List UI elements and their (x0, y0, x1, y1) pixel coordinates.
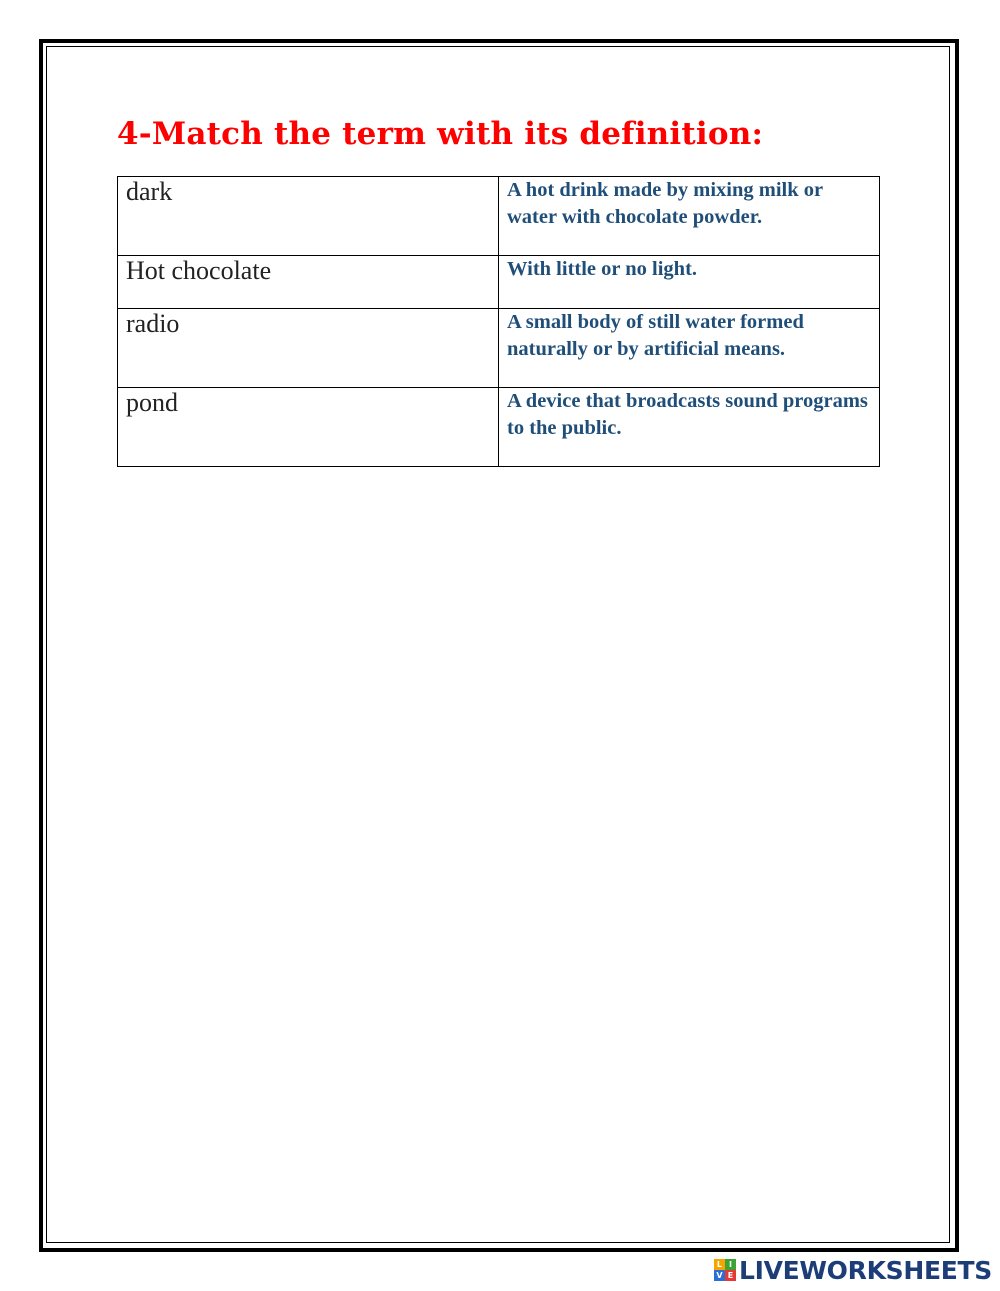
brand-name: LIVEWORKSHEETS (738, 1255, 992, 1285)
matching-table (117, 176, 880, 467)
logo-letter: L (714, 1259, 725, 1270)
logo-letter: I (725, 1259, 736, 1270)
definition-cell[interactable]: A device that broadcasts sound programs to the public. (499, 388, 880, 467)
liveworksheets-logo-icon (714, 1259, 736, 1281)
definition-cell[interactable]: A hot drink made by mixing milk or water with chocolate powder. (499, 177, 880, 256)
liveworksheets-brand (714, 1255, 992, 1285)
table-row (118, 388, 880, 467)
definition-cell[interactable]: With little or no light. (499, 256, 880, 309)
term-cell[interactable]: pond (118, 388, 499, 467)
table-row (118, 309, 880, 388)
term-cell[interactable]: radio (118, 309, 499, 388)
table-row (118, 256, 880, 309)
term-cell[interactable]: Hot chocolate (118, 256, 499, 309)
definition-cell[interactable]: A small body of still water formed naturally or by artificial means. (499, 309, 880, 388)
logo-letter: E (725, 1270, 736, 1281)
exercise-heading: 4-Match the term with its definition: (117, 116, 764, 152)
term-cell[interactable]: dark (118, 177, 499, 256)
table-row (118, 177, 880, 256)
logo-letter: V (714, 1270, 725, 1281)
